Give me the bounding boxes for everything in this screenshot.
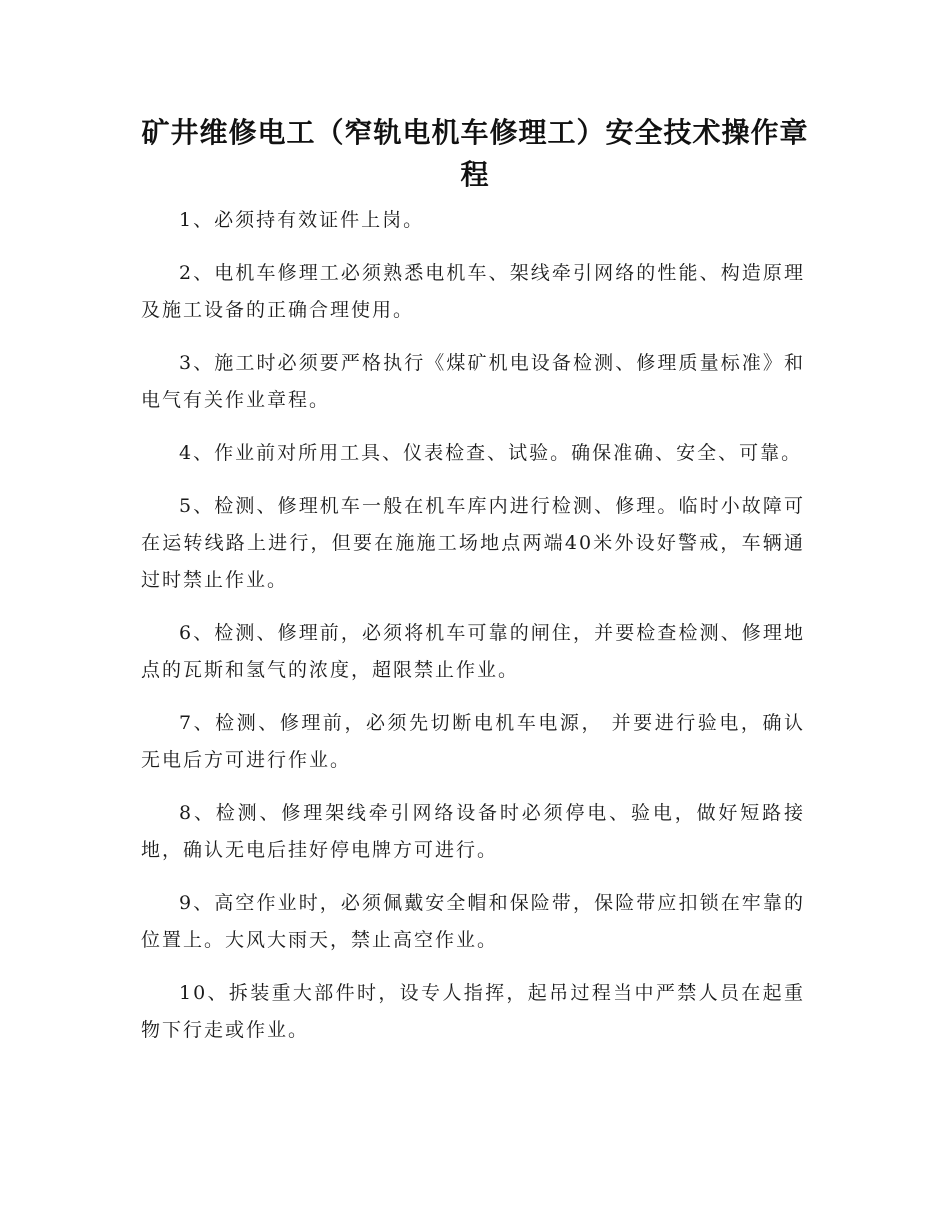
rule-paragraph-2: 2、电机车修理工必须熟悉电机车、架线牵引网络的性能、构造原理及施工设备的正确合理使用。 <box>141 262 805 321</box>
rule-paragraph-3: 3、施工时必须要严格执行《煤矿机电设备检测、修理质量标准》和电气有关作业章程。 <box>141 352 805 411</box>
rule-paragraph-5: 5、检测、修理机车一般在机车库内进行检测、修理。临时小故障可在运转线路上进行，但要在施施工场地点两端40米外设好警戒，车辆通过时禁止作业。 <box>141 495 805 591</box>
rule-paragraph-9: 9、高空作业时，必须佩戴安全帽和保险带，保险带应扣锁在牢靠的位置上。大风大雨天，禁止高空作业。 <box>141 892 805 951</box>
rule-paragraph-10: 10、拆装重大部件时，设专人指挥，起吊过程当中严禁人员在起重物下行走或作业。 <box>141 982 805 1041</box>
rule-paragraph-1: 1、必须持有效证件上岗。 <box>179 209 425 231</box>
document-body <box>141 202 805 1065</box>
rule-paragraph-8: 8、检测、修理架线牵引网络设备时必须停电、验电，做好短路接地，确认无电后挂好停电牌方可进行。 <box>141 802 805 861</box>
rule-paragraph-7: 7、检测、修理前，必须先切断电机车电源， 并要进行验电，确认无电后方可进行作业。 <box>141 712 805 771</box>
rule-paragraph-4: 4、作业前对所用工具、仪表检查、试验。确保准确、安全、可靠。 <box>179 442 803 464</box>
rule-paragraph-6: 6、检测、修理前，必须将机车可靠的闸住，并要检查检测、修理地点的瓦斯和氢气的浓度，超限禁止作业。 <box>141 622 805 681</box>
document-title: 矿井维修电工（窄轨电机车修理工）安全技术操作章程 <box>141 116 809 191</box>
